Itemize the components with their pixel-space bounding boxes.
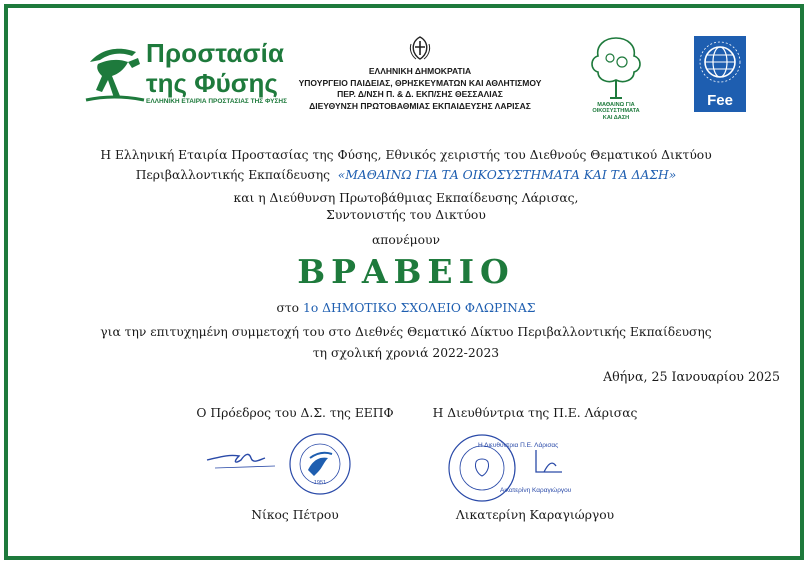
body-line-2-prefix: Περιβαλλοντικής Εκπαίδευσης — [135, 168, 330, 182]
school-name: 1ο ΔΗΜΟΤΙΚΟ ΣΧΟΛΕΙΟ ΦΛΩΡΙΝΑΣ — [303, 301, 536, 315]
nature-protection-logo — [84, 36, 287, 106]
body-line-2 — [0, 165, 812, 185]
ministry-line-1: ΕΛΛΗΝΙΚΗ ΔΗΜΟΚΡΑΤΙΑ — [368, 66, 472, 76]
issue-date: Αθήνα, 25 Ιανουαρίου 2025 — [603, 369, 780, 384]
body-line-5: απονέμουν — [372, 233, 440, 247]
left-signatory-role: Ο Πρόεδρος του Δ.Σ. της ΕΕΠΦ — [196, 406, 394, 420]
right-signature — [532, 446, 572, 476]
school-year-line: τη σχολική χρονιά 2022-2023 — [312, 346, 500, 360]
goat-icon — [84, 40, 146, 106]
logo-subline: ΕΛΛΗΝΙΚΗ ΕΤΑΙΡΙΑ ΠΡΟΣΤΑΣΙΑΣ ΤΗΣ ΦΥΣΗΣ — [146, 98, 287, 105]
recipient-line — [0, 298, 812, 318]
tree-caption-line-3: ΚΑΙ ΔΑΣΗ — [602, 114, 630, 121]
ministry-line-2: ΥΠΟΥΡΓΕΙΟ ΠΑΙΔΕΙΑΣ, ΘΡΗΣΚΕΥΜΑΤΩΝ ΚΑΙ ΑΘΛΗΤΙΣΜΟΥ — [298, 77, 542, 88]
left-stamp-year: 1951 — [313, 480, 327, 486]
ministry-header — [270, 34, 570, 112]
ministry-line-4: ΔΙΕΥΘΥΝΣΗ ΠΡΩΤΟΒΑΘΜΙΑΣ ΕΚΠΑΙΔΕΥΣΗΣ ΛΑΡΙΣΑΣ — [309, 100, 531, 111]
globe-icon — [694, 38, 746, 90]
right-stamp-line-1: Η Διευθύντρια Π.Ε. Λάρισας — [478, 442, 559, 449]
tree-caption-line-1: ΜΑΘΑΙΝΩ ΓΙΑ — [597, 102, 635, 108]
greek-crest-icon — [406, 34, 434, 62]
logo-title-line1: Προστασία — [146, 38, 285, 68]
body-line-4: Συντονιστής του Δικτύου — [326, 208, 486, 222]
forest-program-logo — [582, 32, 650, 120]
tree-icon — [582, 32, 650, 102]
fee-label: Fee — [707, 92, 733, 109]
reason-line: για την επιτυχημένη συμμετοχή του στο Διεθνές Θεματικό Δίκτυο Περιβαλλοντικής Εκπαίδευσης — [100, 325, 712, 339]
right-signatory-role: Η Διευθύντρια της Π.Ε. Λάρισας — [432, 406, 638, 420]
ministry-line-3: ΠΕΡ. Δ/ΝΣΗ Π. & Δ. ΕΚΠ/ΣΗΣ ΘΕΣΣΑΛΙΑΣ — [337, 89, 503, 99]
right-signatory-name: Λικατερίνη Καραγιώργου — [455, 508, 615, 522]
body-line-3: και η Διεύθυνση Πρωτοβάθμιας Εκπαίδευσης Λάρισας, — [233, 191, 579, 205]
body-line-1: Η Ελληνική Εταιρία Προστασίας της Φύσης, Εθνικός χειριστής του Διεθνούς Θεματικού Δικτύου — [100, 148, 712, 162]
left-stamp — [288, 432, 352, 496]
tree-logo-caption — [582, 102, 650, 121]
award-title: ΒΡΑΒΕΙΟ — [297, 252, 515, 291]
fee-logo — [694, 36, 746, 112]
recipient-prefix: στο — [276, 301, 300, 315]
logo-title-line2: της Φύσης — [146, 68, 278, 98]
right-stamp-line-2: Αικατερίνη Καραγιώργου — [500, 487, 572, 494]
tree-caption-line-2: ΟΙΚΟΣΥΣΤΗΜΑΤΑ — [592, 108, 640, 115]
left-signatory-name: Νίκος Πέτρου — [251, 508, 339, 522]
left-signature — [205, 440, 285, 472]
nature-seal-icon — [288, 432, 352, 496]
network-name: «ΜΑΘΑΙΝΩ ΓΙΑ ΤΑ ΟΙΚΟΣΥΣΤΗΜΑΤΑ ΚΑΙ ΤΑ ΔΑΣΗ» — [337, 168, 677, 182]
